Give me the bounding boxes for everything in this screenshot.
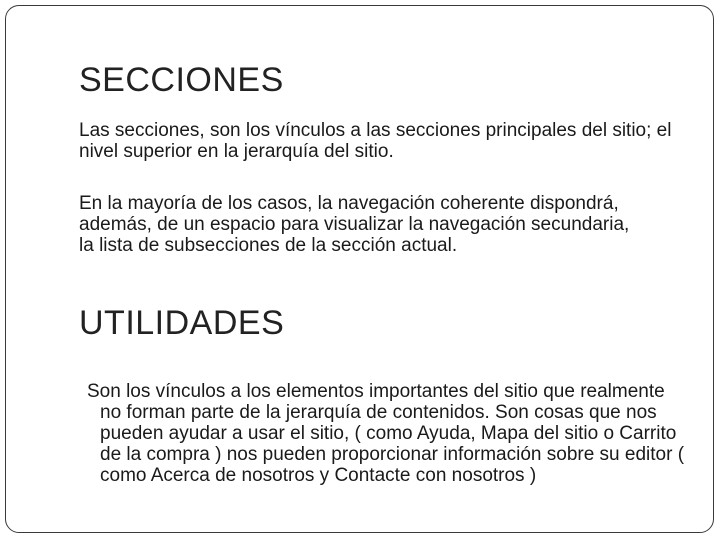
utilities-paragraph: Son los vínculos a los elementos importantes del sitio que realmente no forman parte de la jerarquía de contenidos. Son cosas que nos pueden ayudar a usar el sitio, ( como Ayuda, Mapa del sitio o Carrito de la compra ) nos pueden proporcionar información sobre su editor ( como Acerca de nosotros y Contacte con nosotros ) <box>87 381 685 486</box>
sections-paragraph-2: En la mayoría de los casos, la navegación coherente dispondrá, además, de un espacio para visualizar la navegación secundaria, la lista de subsecciones de la sección actual. <box>79 193 630 256</box>
utilities-heading: UTILIDADES <box>79 304 285 342</box>
sections-paragraph-1: Las secciones, son los vínculos a las secciones principales del sitio; el nivel superior en la jerarquía del sitio. <box>79 120 672 162</box>
sections-heading: SECCIONES <box>79 61 284 99</box>
